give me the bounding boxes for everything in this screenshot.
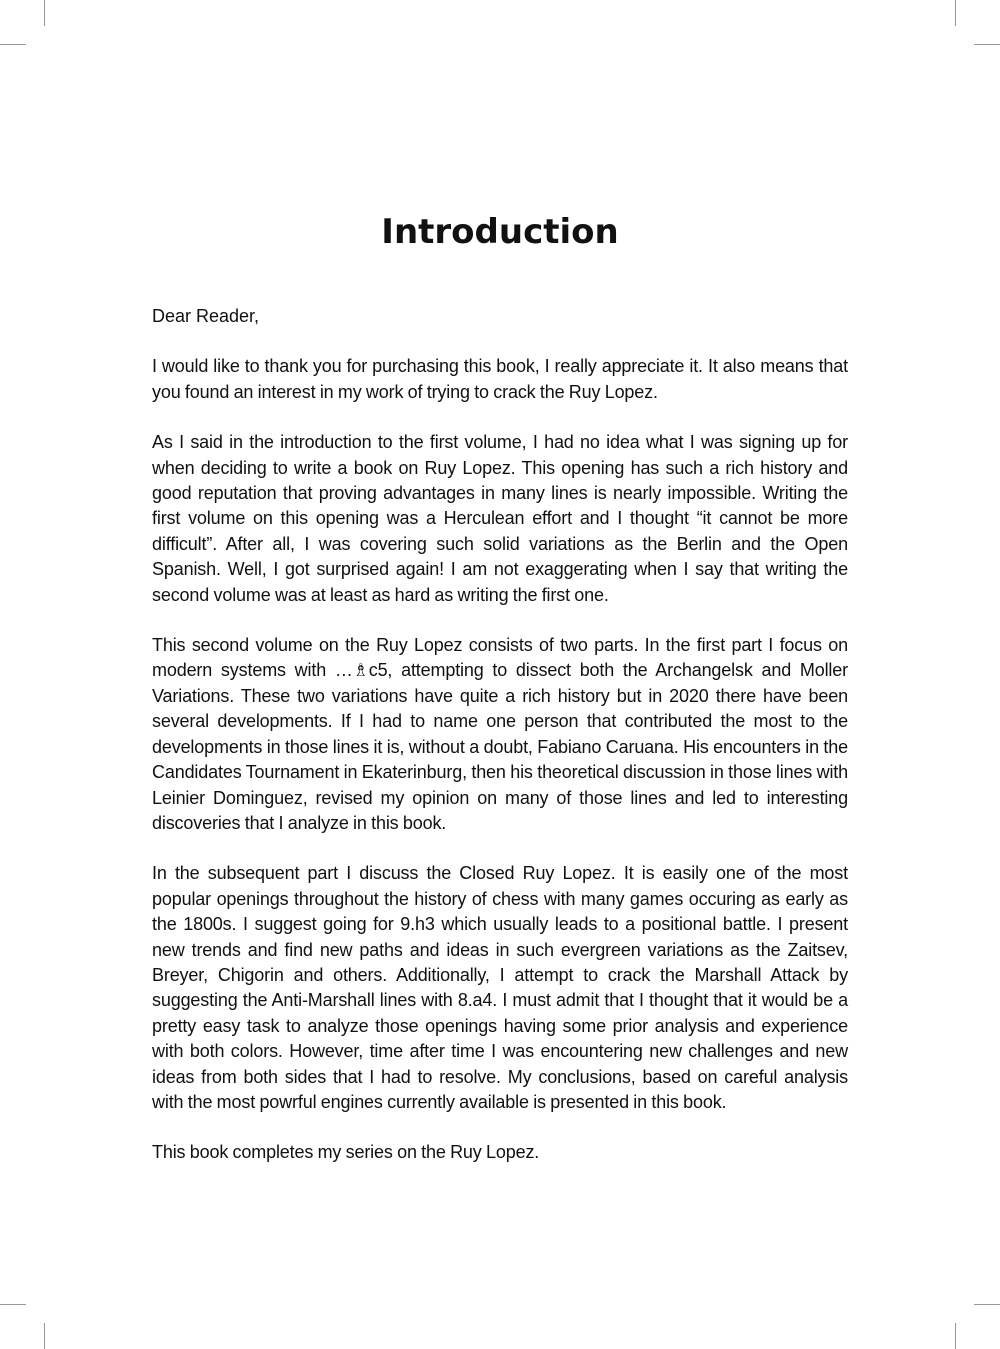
salutation: Dear Reader,: [152, 306, 260, 326]
paragraph-thanks: I would like to thank you for purchasing this book, I really appreciate it. It also means that you found an interest in my work of trying to crack the Ruy Lopez.: [152, 356, 848, 402]
paragraph-first-volume: As I said in the introduction to the first volume, I had no idea what I was signing up for when deciding to write a book on Ruy Lopez. This opening has such a rich history and good reputation that proving advantages in many lines is nearly impossible. Writing the first volume on this opening was a Herculean effort and I thought “it cannot be more difficult”. After all, I was covering such solid variations as the Berlin and the Open Spanish. Well, I got surprised again! I am not exaggerating when I say that writing the second volume was at least as hard as writing the first one.: [152, 432, 848, 605]
crop-mark-bottom-right-horizontal: [974, 1304, 1000, 1305]
paragraph-closing: This book completes my series on the Ruy Lopez.: [152, 1142, 540, 1163]
crop-mark-top-right-horizontal: [974, 44, 1000, 45]
crop-mark-bottom-right-vertical: [955, 1323, 956, 1349]
paragraph-closed-ruy-lopez: In the subsequent part I discuss the Closed Ruy Lopez. It is easily one of the most popular openings throughout the history of chess with many games occuring as early as the 1800s. I suggest going for 9.h3 which usually leads to a positional battle. I present new trends and find new paths and ideas in such evergreen variations as the Zaitsev, Breyer, Chigorin and others. Additionally, I attempt to crack the Marshall Attack by suggesting the Anti-Marshall lines with 8.a4. I must admit that I thought that it would be a pretty easy task to analyze those openings having some prior analysis and experience with both colors. However, time after time I was encountering new challenges and new ideas from both sides that I had to resolve. My conclusions, based on careful analysis with the most powrful engines currently available is presented in this book.: [152, 863, 848, 1112]
crop-mark-top-left-horizontal: [0, 44, 26, 45]
page-title: Introduction: [381, 212, 619, 252]
body-text: [152, 304, 848, 1191]
crop-mark-top-right-vertical: [955, 0, 956, 26]
crop-mark-bottom-left-vertical: [44, 1323, 45, 1349]
crop-mark-bottom-left-horizontal: [0, 1304, 26, 1305]
paragraph-second-volume-parts: This second volume on the Ruy Lopez consists of two parts. In the first part I focus on modern systems with …♗c5, attempting to dissect both the Archangelsk and Moller Variations. These two variations have quite a rich history but in 2020 there have been several developments. If I had to name one person that contributed the most to the developments in those lines it is, without a doubt, Fabiano Caruana. His encounters in the Candidates Tournament in Ekaterinburg, then his theoretical discussion in those lines with Leinier Dominguez, revised my opinion on many of those lines and led to interesting discoveries that I analyze in this book.: [152, 635, 848, 833]
crop-mark-top-left-vertical: [44, 0, 45, 26]
